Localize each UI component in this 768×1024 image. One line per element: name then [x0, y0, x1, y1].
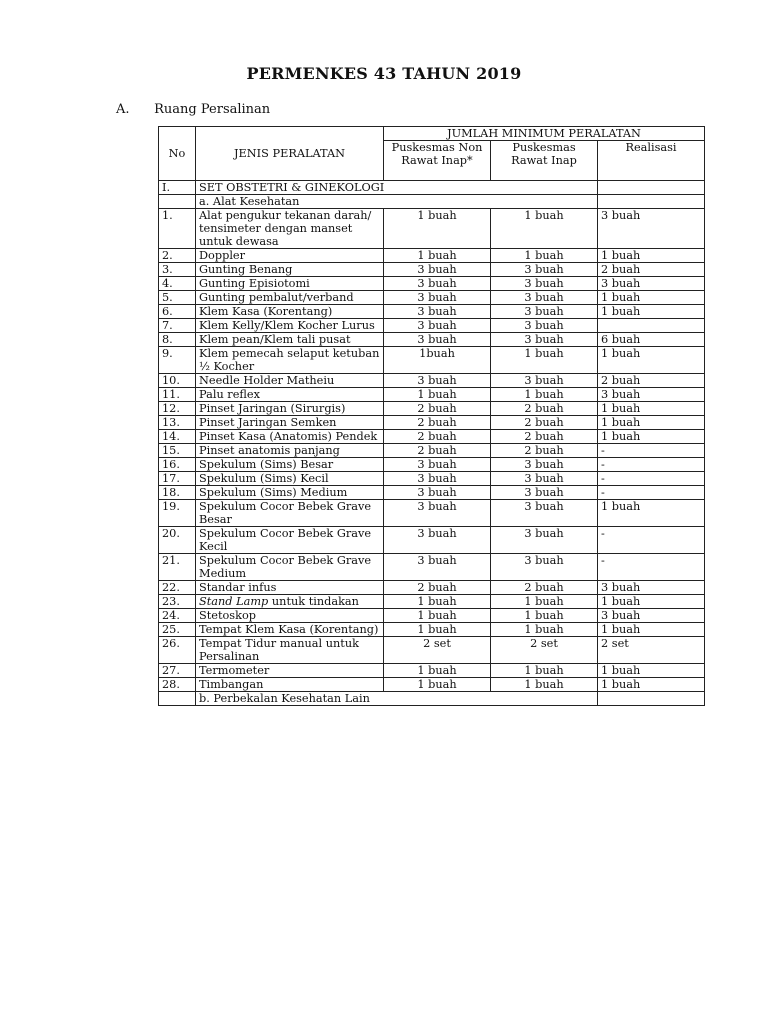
row-name	[196, 664, 384, 678]
table-row	[159, 678, 705, 692]
row-qty-non-rawat-inap: 1 buah	[384, 209, 491, 249]
row-no: 27.	[159, 664, 196, 678]
row-name	[196, 209, 384, 249]
page-title: PERMENKES 43 TAHUN 2019	[246, 64, 522, 83]
row-qty-rawat-inap: 1 buah	[491, 664, 598, 678]
table-row	[159, 472, 705, 486]
table-row	[159, 291, 705, 305]
table-row	[159, 486, 705, 500]
table-row	[159, 277, 705, 291]
row-qty-non-rawat-inap: 3 buah	[384, 277, 491, 291]
header-jenis: JENIS PERALATAN	[196, 127, 384, 181]
row-qty-non-rawat-inap: 1 buah	[384, 595, 491, 609]
row-qty-non-rawat-inap: 3 buah	[384, 291, 491, 305]
row-name-line: Tempat Klem Kasa (Korentang)	[199, 623, 379, 636]
row-qty-non-rawat-inap: 3 buah	[384, 263, 491, 277]
row-name-line: Alat pengukur tekanan darah/	[199, 209, 372, 222]
row-no: 10.	[159, 374, 196, 388]
row-qty-rawat-inap: 3 buah	[491, 291, 598, 305]
table-row	[159, 444, 705, 458]
row-realisasi: 1 buah	[598, 430, 705, 444]
row-name-line: Needle Holder Matheiu	[199, 374, 335, 387]
row-name	[196, 623, 384, 637]
table-row	[159, 637, 705, 664]
row-no: 8.	[159, 333, 196, 347]
row-qty-rawat-inap: 3 buah	[491, 277, 598, 291]
row-name	[196, 472, 384, 486]
row-no: 17.	[159, 472, 196, 486]
row-no: 2.	[159, 249, 196, 263]
header-col-a: Puskesmas Non Rawat Inap*	[384, 141, 491, 181]
row-qty-rawat-inap: 2 set	[491, 637, 598, 664]
row-name	[196, 319, 384, 333]
table-row	[159, 209, 705, 249]
row-qty-non-rawat-inap: 1 buah	[384, 388, 491, 402]
table-row	[159, 374, 705, 388]
row-realisasi: 1 buah	[598, 347, 705, 374]
row-name-line: untuk tindakan	[268, 595, 359, 608]
row-no: 1.	[159, 209, 196, 249]
row-name-line: Kecil	[199, 540, 228, 553]
table-row	[159, 319, 705, 333]
sub-a-label: a. Alat Kesehatan	[196, 195, 598, 209]
row-no: 6.	[159, 305, 196, 319]
row-name-line: Spekulum Cocor Bebek Grave	[199, 554, 372, 567]
table-row	[159, 609, 705, 623]
row-qty-rawat-inap: 3 buah	[491, 554, 598, 581]
row-name	[196, 374, 384, 388]
row-name	[196, 277, 384, 291]
row-qty-rawat-inap: 1 buah	[491, 249, 598, 263]
row-name	[196, 486, 384, 500]
row-no: 7.	[159, 319, 196, 333]
row-name-line: Timbangan	[199, 678, 264, 691]
row-no: 4.	[159, 277, 196, 291]
row-qty-rawat-inap: 3 buah	[491, 486, 598, 500]
row-no: 16.	[159, 458, 196, 472]
row-name-line: Spekulum (Sims) Kecil	[199, 472, 329, 485]
row-realisasi: -	[598, 554, 705, 581]
row-name-line: Tempat Tidur manual untuk	[199, 637, 359, 650]
row-name-line: Medium	[199, 567, 247, 580]
row-realisasi: 1 buah	[598, 664, 705, 678]
row-realisasi: -	[598, 486, 705, 500]
row-name-line: Spekulum (Sims) Medium	[199, 486, 348, 499]
header-col-r: Realisasi	[598, 141, 705, 181]
row-realisasi: 3 buah	[598, 388, 705, 402]
row-no: 21.	[159, 554, 196, 581]
row-name-line: Spekulum Cocor Bebek Grave	[199, 500, 372, 513]
row-name-line: Klem Kelly/Klem Kocher Lurus	[199, 319, 375, 332]
row-realisasi: 1 buah	[598, 678, 705, 692]
row-name	[196, 402, 384, 416]
row-no: 24.	[159, 609, 196, 623]
row-realisasi: -	[598, 444, 705, 458]
row-name-line: Gunting Episiotomi	[199, 277, 310, 290]
row-realisasi: 3 buah	[598, 581, 705, 595]
row-realisasi: 2 buah	[598, 263, 705, 277]
sub-row-b	[159, 692, 705, 706]
section-letter: A.	[116, 102, 130, 117]
row-name	[196, 581, 384, 595]
row-qty-non-rawat-inap: 1 buah	[384, 609, 491, 623]
row-qty-rawat-inap: 3 buah	[491, 527, 598, 554]
row-qty-non-rawat-inap: 2 set	[384, 637, 491, 664]
group-empty	[598, 181, 705, 195]
row-qty-non-rawat-inap: 2 buah	[384, 416, 491, 430]
row-qty-rawat-inap: 3 buah	[491, 458, 598, 472]
table-row	[159, 430, 705, 444]
group-row	[159, 181, 705, 195]
row-qty-non-rawat-inap: 3 buah	[384, 527, 491, 554]
row-qty-rawat-inap: 1 buah	[491, 595, 598, 609]
row-qty-rawat-inap: 1 buah	[491, 209, 598, 249]
row-name	[196, 416, 384, 430]
row-name-line: Stetoskop	[199, 609, 256, 622]
row-qty-non-rawat-inap: 3 buah	[384, 458, 491, 472]
table-row	[159, 500, 705, 527]
header-col-b: Puskesmas Rawat Inap	[491, 141, 598, 181]
group-no: I.	[159, 181, 196, 195]
table-row	[159, 554, 705, 581]
row-name-line: ½ Kocher	[199, 360, 255, 373]
row-no: 22.	[159, 581, 196, 595]
row-qty-non-rawat-inap: 3 buah	[384, 319, 491, 333]
row-qty-non-rawat-inap: 3 buah	[384, 472, 491, 486]
row-no: 11.	[159, 388, 196, 402]
row-qty-non-rawat-inap: 3 buah	[384, 374, 491, 388]
row-no: 23.	[159, 595, 196, 609]
row-qty-non-rawat-inap: 2 buah	[384, 581, 491, 595]
row-qty-rawat-inap: 2 buah	[491, 416, 598, 430]
table-row	[159, 263, 705, 277]
row-name-line: Pinset Jaringan Semken	[199, 416, 337, 429]
section-heading	[116, 102, 270, 117]
row-qty-non-rawat-inap: 3 buah	[384, 554, 491, 581]
row-qty-non-rawat-inap: 3 buah	[384, 333, 491, 347]
row-name	[196, 291, 384, 305]
row-qty-non-rawat-inap: 1 buah	[384, 623, 491, 637]
table-row	[159, 581, 705, 595]
row-name-line: Spekulum Cocor Bebek Grave	[199, 527, 372, 540]
row-name	[196, 609, 384, 623]
row-qty-non-rawat-inap: 1 buah	[384, 664, 491, 678]
row-name-line: untuk dewasa	[199, 235, 279, 248]
row-no: 14.	[159, 430, 196, 444]
row-qty-non-rawat-inap: 2 buah	[384, 444, 491, 458]
row-realisasi: 3 buah	[598, 277, 705, 291]
row-realisasi: 1 buah	[598, 291, 705, 305]
row-qty-rawat-inap: 3 buah	[491, 263, 598, 277]
row-no: 3.	[159, 263, 196, 277]
row-name-line: Gunting pembalut/verband	[199, 291, 354, 304]
row-realisasi: 2 buah	[598, 374, 705, 388]
row-no: 18.	[159, 486, 196, 500]
row-realisasi: 3 buah	[598, 609, 705, 623]
row-qty-non-rawat-inap: 1 buah	[384, 678, 491, 692]
row-name-line: Klem Kasa (Korentang)	[199, 305, 333, 318]
row-name	[196, 500, 384, 527]
row-realisasi: 1 buah	[598, 249, 705, 263]
row-name	[196, 554, 384, 581]
row-no: 12.	[159, 402, 196, 416]
row-name	[196, 458, 384, 472]
header-group: JUMLAH MINIMUM PERALATAN	[384, 127, 705, 141]
row-qty-non-rawat-inap: 2 buah	[384, 430, 491, 444]
row-name-line: Klem pean/Klem tali pusat	[199, 333, 351, 346]
row-no: 5.	[159, 291, 196, 305]
row-qty-rawat-inap: 3 buah	[491, 333, 598, 347]
table-row	[159, 305, 705, 319]
row-qty-non-rawat-inap: 1 buah	[384, 249, 491, 263]
row-qty-rawat-inap: 1 buah	[491, 609, 598, 623]
table-row	[159, 388, 705, 402]
row-name-line: Standar infus	[199, 581, 277, 594]
row-qty-rawat-inap: 2 buah	[491, 581, 598, 595]
row-qty-rawat-inap: 1 buah	[491, 347, 598, 374]
row-name-line: Palu reflex	[199, 388, 260, 401]
section-name: Ruang Persalinan	[154, 102, 271, 117]
row-name-line: Doppler	[199, 249, 246, 262]
row-no: 20.	[159, 527, 196, 554]
row-name-line: Persalinan	[199, 650, 260, 663]
row-no: 9.	[159, 347, 196, 374]
row-name-line: Pinset Kasa (Anatomis) Pendek	[199, 430, 378, 443]
sub-row-a	[159, 195, 705, 209]
row-qty-non-rawat-inap: 1buah	[384, 347, 491, 374]
row-name	[196, 444, 384, 458]
table-row	[159, 416, 705, 430]
table-row	[159, 458, 705, 472]
row-name	[196, 430, 384, 444]
row-qty-rawat-inap: 3 buah	[491, 374, 598, 388]
table-row	[159, 623, 705, 637]
row-qty-rawat-inap: 1 buah	[491, 678, 598, 692]
row-qty-rawat-inap: 3 buah	[491, 319, 598, 333]
row-name-italic: Stand Lamp	[199, 595, 269, 608]
row-name-line: Besar	[199, 513, 232, 526]
row-qty-rawat-inap: 2 buah	[491, 402, 598, 416]
row-name	[196, 595, 384, 609]
row-name	[196, 333, 384, 347]
row-qty-rawat-inap: 2 buah	[491, 430, 598, 444]
row-realisasi: 1 buah	[598, 595, 705, 609]
row-name-line: Termometer	[199, 664, 270, 677]
row-qty-rawat-inap: 2 buah	[491, 444, 598, 458]
row-name	[196, 637, 384, 664]
row-name	[196, 678, 384, 692]
table-row	[159, 664, 705, 678]
row-qty-non-rawat-inap: 3 buah	[384, 500, 491, 527]
row-realisasi: 2 set	[598, 637, 705, 664]
row-realisasi: -	[598, 472, 705, 486]
row-realisasi: 3 buah	[598, 209, 705, 249]
row-qty-rawat-inap: 3 buah	[491, 305, 598, 319]
row-name-line: Spekulum (Sims) Besar	[199, 458, 334, 471]
row-qty-rawat-inap: 3 buah	[491, 500, 598, 527]
row-name	[196, 305, 384, 319]
sub-a-no	[159, 195, 196, 209]
sub-b-label: b. Perbekalan Kesehatan Lain	[196, 692, 598, 706]
table-row	[159, 347, 705, 374]
row-name-line: Klem pemecah selaput ketuban	[199, 347, 380, 360]
row-name	[196, 527, 384, 554]
table-row	[159, 333, 705, 347]
row-qty-non-rawat-inap: 3 buah	[384, 486, 491, 500]
table-row	[159, 402, 705, 416]
row-name-line: Gunting Benang	[199, 263, 293, 276]
row-name-line: tensimeter dengan manset	[199, 222, 353, 235]
row-no: 26.	[159, 637, 196, 664]
row-name-line: Pinset Jaringan (Sirurgis)	[199, 402, 346, 415]
row-realisasi: 6 buah	[598, 333, 705, 347]
row-no: 28.	[159, 678, 196, 692]
row-qty-rawat-inap: 1 buah	[491, 388, 598, 402]
row-name	[196, 347, 384, 374]
row-name	[196, 249, 384, 263]
row-realisasi: 1 buah	[598, 623, 705, 637]
row-realisasi: 1 buah	[598, 416, 705, 430]
row-realisasi: -	[598, 458, 705, 472]
row-no: 25.	[159, 623, 196, 637]
row-no: 15.	[159, 444, 196, 458]
row-name	[196, 263, 384, 277]
row-realisasi: 1 buah	[598, 500, 705, 527]
row-realisasi: 1 buah	[598, 402, 705, 416]
header-no: No	[159, 127, 196, 181]
group-name: SET OBSTETRI & GINEKOLOGI	[196, 181, 598, 195]
table-row	[159, 595, 705, 609]
row-qty-non-rawat-inap: 3 buah	[384, 305, 491, 319]
table-row	[159, 527, 705, 554]
row-qty-rawat-inap: 1 buah	[491, 623, 598, 637]
row-qty-rawat-inap: 3 buah	[491, 472, 598, 486]
sub-b-no	[159, 692, 196, 706]
row-no: 19.	[159, 500, 196, 527]
row-name	[196, 388, 384, 402]
row-no: 13.	[159, 416, 196, 430]
row-qty-non-rawat-inap: 2 buah	[384, 402, 491, 416]
equipment-table	[158, 126, 705, 706]
row-realisasi: -	[598, 527, 705, 554]
sub-b-empty	[598, 692, 705, 706]
row-name-line: Pinset anatomis panjang	[199, 444, 340, 457]
table-row	[159, 249, 705, 263]
sub-a-empty	[598, 195, 705, 209]
row-realisasi: 1 buah	[598, 305, 705, 319]
row-realisasi	[598, 319, 705, 333]
